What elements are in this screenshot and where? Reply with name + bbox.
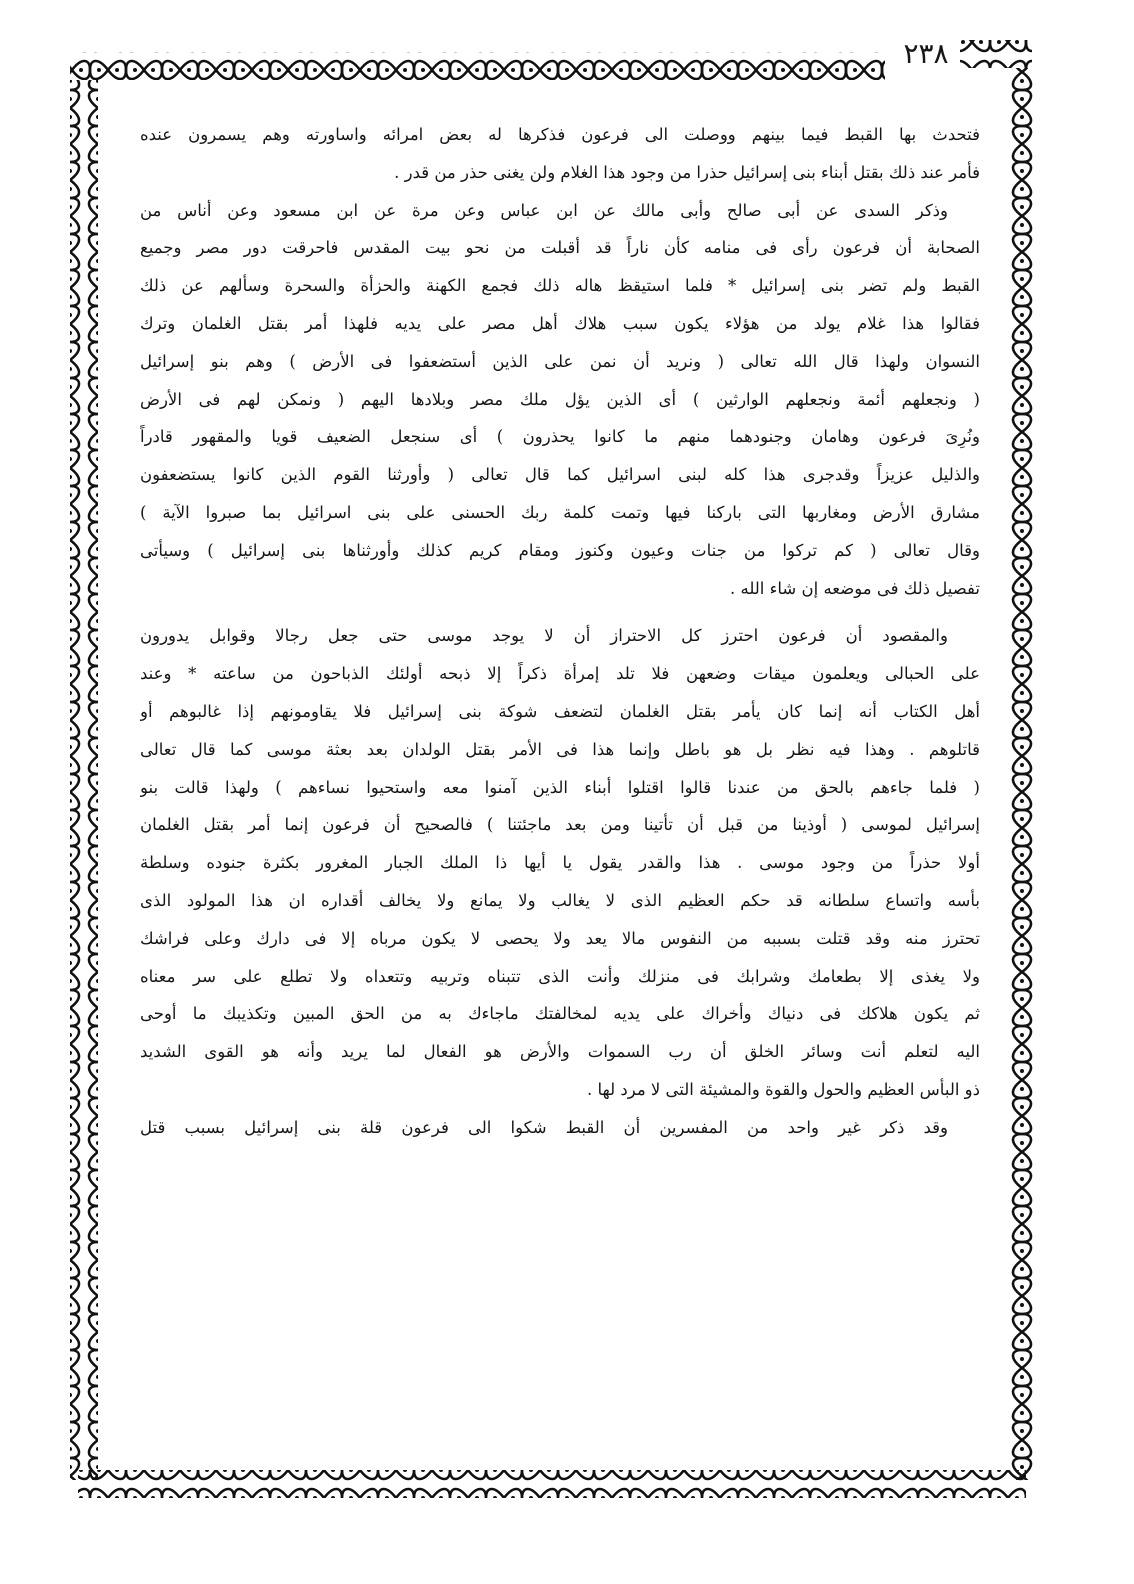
paragraph-gap (140, 607, 980, 617)
paragraph (140, 116, 980, 192)
border-top-right (960, 40, 1032, 68)
text-line: ( ونجعلهم أئمة ونجعلهم الوارثين ) أى الذين يؤل ملك مصر وبلادها اليهم ( ونمكن لهم فى الأرض (140, 389, 980, 409)
text-line: وقال تعالى ( كم تركوا من جنات وعيون وكنوز ومقام كريم كذلك وأورثناها بنى إسرائيل ) وسيأتى (140, 540, 980, 560)
paragraph (140, 1109, 980, 1147)
page-number: ٢٣٨ (903, 37, 949, 70)
text-line: فقالوا هذا غلام يولد من هؤلاء يكون سبب هلاك أهل مصر على يديه فلهذا أمر بقتل الغلمان وترك (140, 313, 980, 333)
text-line: وذكر السدى عن أبى صالح وأبى مالك عن ابن عباس وعن مرة عن ابن مسعود وعن أناس من (140, 200, 948, 220)
text-line: على الحبالى ويعلمون ميقات وضعهن فلا تلد إمرأة ذكراً إلا ذبحه أولئك الذباحون من ساعته * وعند (140, 664, 980, 684)
border-left (70, 80, 98, 1480)
text-line: فأمر عند ذلك بقتل أبناء بنى إسرائيل حذرا من وجود هذا الغلام ولن يغنى حذر من قدر . (394, 162, 980, 182)
text-line: ثم يكون هلاكك فى دنياك وأخراك على يديه لمخالفتك ماجاءك به من الحق المبين وتكذيبك ما أوحى (140, 1004, 980, 1024)
text-line: ونُرِىَ فرعون وهامان وجنودهما منهم ما كانوا يحذرون ) أى سنجعل الضعيف قويا والمقهور قادراً (140, 427, 980, 447)
text-line: قاتلوهم . وهذا فيه نظر بل هو باطل وإنما هذا فى الأمر بقتل الولدان بعد بعثة موسى كما قال تعالى (140, 739, 980, 759)
text-line: بأسه واتساع سلطانه قد حكم العظيم الذى لا يغالب ولا يمانع ولا يخالف أقداره ان هذا المولود الذى (140, 890, 980, 910)
text-line: ( فلما جاءهم بالحق من عندنا قالوا اقتلوا أبناء الذين آمنوا معه واستحيوا نساءهم ) ولهذا قالت بنو (140, 777, 980, 797)
text-line: والمقصود أن فرعون احترز كل الاحتراز أن لا يوجد موسى حتى جعل رجالا وقوابل يدورون (140, 626, 948, 646)
text-line: وقد ذكر غير واحد من المفسرين أن القبط شكوا الى فرعون قلة بنى إسرائيل بسبب قتل (140, 1117, 948, 1137)
page-body (140, 116, 980, 1458)
text-line: إسرائيل لموسى ( أوذينا من قبل أن تأتينا ومن بعد ماجئتنا ) فالصحيح أن فرعون إنما أمر بقتل الغلمان (140, 815, 980, 835)
text-line: أهل الكتاب أنه إنما كان يأمر بقتل الغلمان لتضعف شوكة بنى إسرائيل فلا يقاومونهم إذا غالبوهم أو (140, 701, 980, 721)
text-line: اليه لتعلم أنت وسائر الخلق أن رب السموات والأرض هو الفعال لما يريد وأنه هو القوى الشديد (140, 1042, 980, 1062)
border-right (1006, 68, 1034, 1480)
text-line: ذو البأس العظيم والحول والقوة والمشيئة التى لا مرد لها . (586, 1079, 980, 1099)
text-line: والذليل عزيزاً وقدجرى هذا كله لبنى اسرائيل كما قال تعالى ( وأورثنا القوم الذين كانوا يستضعفون (140, 465, 980, 485)
text-line: أولا حذراً من وجود موسى . هذا والقدر يقول يا أيها ذا الملك الجبار المغرور بكثرة جنوده وسلطة (140, 853, 980, 873)
paragraph (140, 617, 980, 1108)
text-line: النسوان ولهذا قال الله تعالى ( ونريد أن نمن على الذين أستضعفوا فى الأرض ) وهم بنو إسرائيل (140, 351, 980, 371)
text-line: مشارق الأرض ومغاربها التى باركنا فيها وتمت كلمة ربك الحسنى على بنى اسرائيل بما صبروا الآية ) (140, 502, 980, 522)
text-line: فتحدث بها القبط فيما بينهم ووصلت الى فرعون فذكرها له بعض امرائه واساورته وهم يسمرون عنده (140, 125, 980, 144)
text-line: ولا يغذى إلا بطعامك وشرابك فى منزلك وأنت الذى تتبناه وتربيه وتتعداه ولا تطلع على سر معناه (140, 966, 980, 986)
border-top-left (70, 52, 885, 80)
border-bottom (78, 1470, 1026, 1498)
paragraph (140, 192, 980, 608)
text-line: تفصيل ذلك فى موضعه إن شاء الله . (729, 578, 980, 598)
text-line: الصحابة أن فرعون رأى فى منامه كأن ناراً قد أقبلت من نحو بيت المقدس فاحرقت دور مصر وجميع (140, 238, 980, 258)
text-line: تحترز منه وقد قتلت بسببه من النفوس مالا يعد ولا يحصى لا يكون مرباه إلا فى دارك وعلى فراشك (140, 928, 980, 948)
text-line: القبط ولم تضر بنى إسرائيل * فلما استيقظ هاله ذلك فجمع الكهنة والحزأة والسحرة وسألهم عن ذلك (140, 276, 980, 296)
